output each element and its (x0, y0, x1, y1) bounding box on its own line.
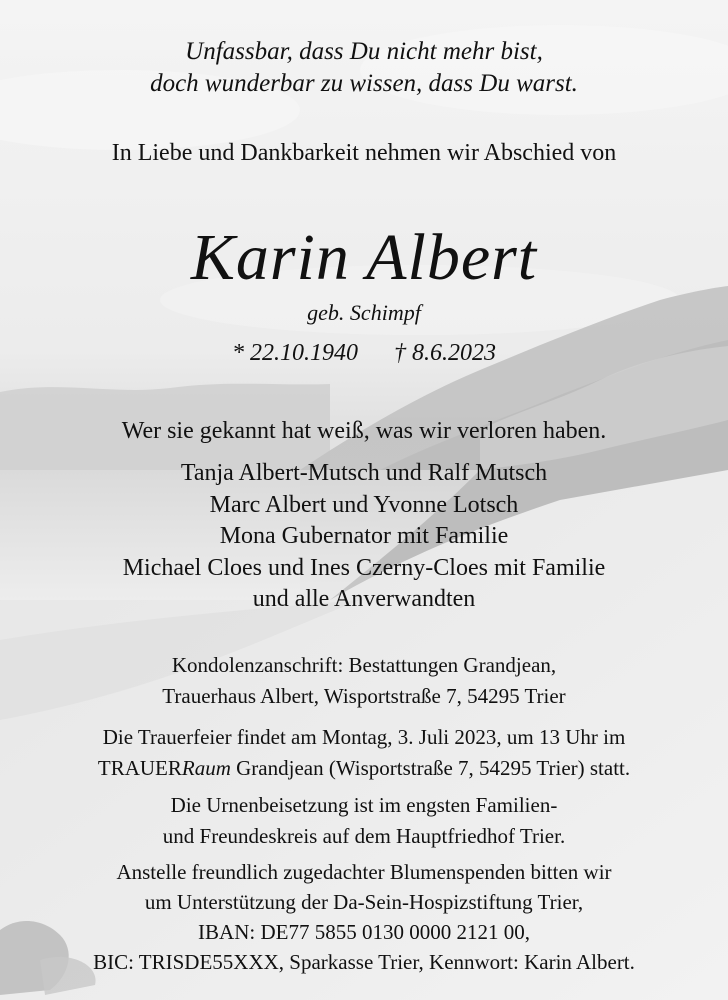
donation-line: um Unterstützung der Da-Sein-Hospizstiftung Trier, (144, 890, 584, 914)
motto (0, 36, 728, 100)
family-member: Mona Gubernator mit Familie (219, 523, 509, 549)
death-date: † 8.6.2023 (394, 340, 496, 366)
intro-text: In Liebe und Dankbarkeit nehmen wir Abschied von (111, 140, 617, 166)
condolence-line: Kondolenzanschrift: Bestattungen Grandjean, (171, 653, 557, 677)
urn-burial-notice (0, 790, 728, 852)
family-member: Tanja Albert-Mutsch und Ralf Mutsch (180, 460, 548, 486)
family-member: Marc Albert und Yvonne Lotsch (209, 491, 519, 518)
birth-date: * 22.10.1940 (232, 340, 358, 366)
donation-notice (0, 857, 728, 977)
deceased-name: Karin Albert (190, 221, 538, 294)
urn-line: und Freundeskreis auf dem Hauptfriedhof Trier. (162, 824, 566, 848)
condolence-address (0, 650, 728, 712)
motto-line: doch wunderbar zu wissen, dass Du warst. (150, 70, 578, 97)
maiden-name: geb. Schimpf (307, 300, 421, 325)
memorial-quote: Wer sie gekannt hat weiß, was wir verloren haben. (121, 418, 607, 444)
condolence-line: Trauerhaus Albert, Wisportstraße 7, 54295 Trier (162, 684, 566, 708)
life-dates (0, 340, 728, 367)
motto-line: Unfassbar, dass Du nicht mehr bist, (185, 38, 543, 65)
trauer-label: TRAUER (97, 756, 182, 780)
funeral-line (0, 753, 728, 784)
family-list (0, 458, 728, 616)
donation-line: BIC: TRISDE55XXX, Sparkasse Trier, Kennwort: Karin Albert. (93, 950, 635, 974)
funeral-notice (0, 722, 728, 784)
family-member: Michael Cloes und Ines Czerny-Cloes mit Familie (122, 554, 606, 581)
funeral-location: Grandjean (Wisportstraße 7, 54295 Trier) statt. (230, 756, 631, 780)
urn-line: Die Urnenbeisetzung ist im engsten Familien- (170, 793, 558, 817)
family-member: und alle Anverwandten (252, 586, 476, 612)
funeral-line: Die Trauerfeier findet am Montag, 3. Juli 2023, um 13 Uhr im (102, 725, 626, 749)
donation-line: Anstelle freundlich zugedachter Blumenspenden bitten wir (116, 860, 612, 884)
donation-line: IBAN: DE77 5855 0130 0000 2121 00, (198, 920, 530, 944)
raum-label: Raum (181, 756, 231, 780)
